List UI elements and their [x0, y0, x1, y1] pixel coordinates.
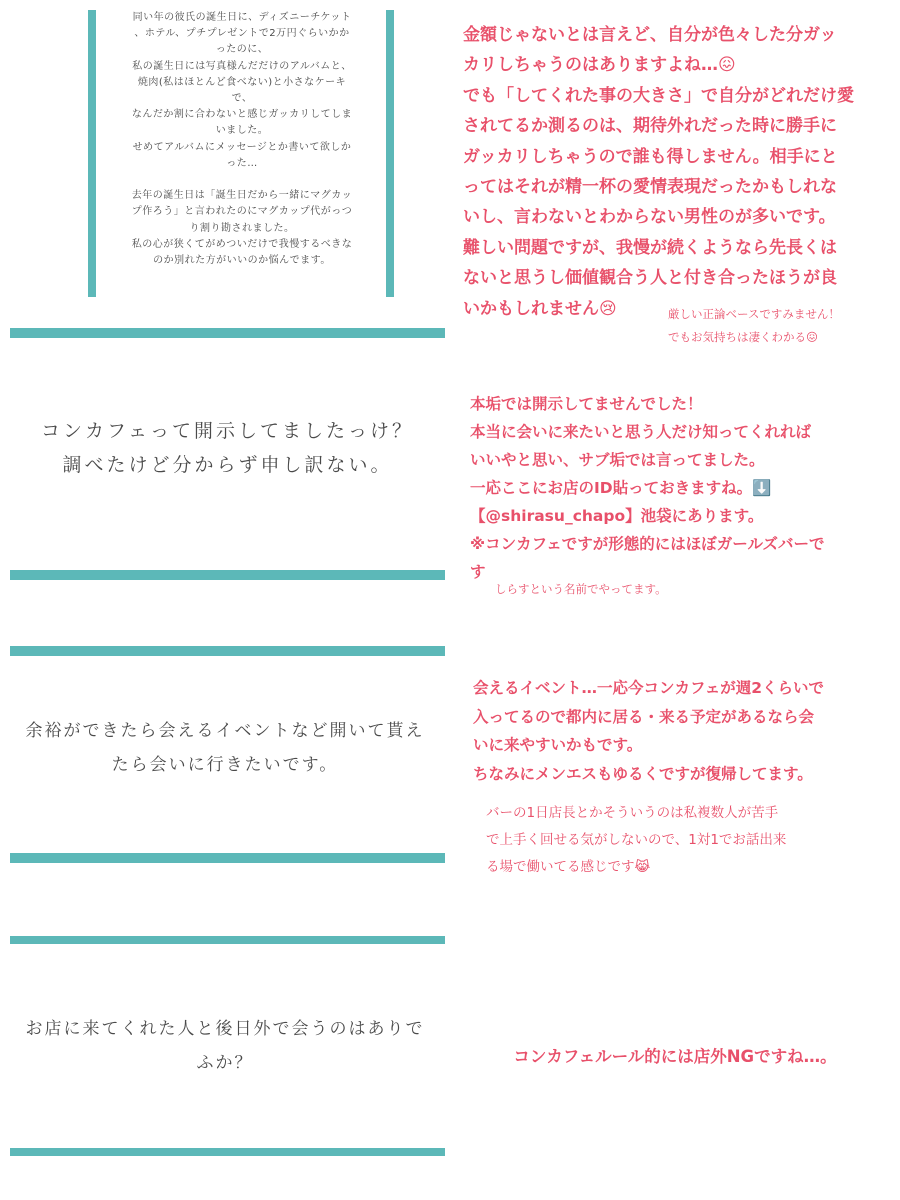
question-4-text: お店に来てくれた人と後日外で会うのはありで ふか？ — [25, 1019, 425, 1073]
frame-right-bar — [386, 10, 394, 297]
answer-2-text: 本垢では開示してませんでした！ 本当に会いに来たいと思う人だけ知ってくれれば いいやと思い、サブ垢では言ってました。 一応ここにお店のID貼っておきますね。⬇️ 【@shirasu_chapo】池袋にあります。 ※コンカフェですが形態的にはほぼガールズバーで す — [470, 395, 825, 581]
divider-6 — [10, 1148, 445, 1156]
answer-4-text: コンカフェルール的には店外NGですね…。 — [513, 1047, 837, 1066]
divider-2 — [10, 570, 445, 580]
answer-1-text: 金額じゃないとは言えど、自分が色々した分ガッ カリしちゃうのはありますよね…😖 でも「してくれた事の大きさ」で自分がどれだけ愛 されてるか測るのは、期待外れだった時に勝手に ガッカリしちゃうので誰も得しません。相手にと ってはそれが精一杯の愛情表現だったかもしれな いし、言わないとわからない男性のが多いです。 難しい問題ですが、我慢が続くようなら先長くは ないと思うし価値観合う人と付き合ったほうが良 いかもしれません😢 — [463, 25, 854, 319]
answer-1-note: 厳しい正論ベースですみません！ でもお気持ちは凄くわかる😖 — [668, 307, 840, 344]
frame-left-bar — [88, 10, 96, 297]
question-1-text: 同い年の彼氏の誕生日に、ディズニーチケット 、ホテル、プチプレゼントで2万円ぐらいかか ったのに、 私の誕生日には写真様んだだけのアルバムと、 焼肉(私はほとんど食べない)と小さなケーキ で、 なんだか割に合わないと感じガッカリしてしま いました。 せめてアルバムにメッセージとか書いて欲しか った… 去年の誕生日は「誕生日だから一緒にマグカッ プ作ろう」と言われたのにマグカップ代がっつ り割り勘されました。 私の心が狭くてがめついだけで我慢するべきな のか別れた方がいいのか悩んでます。 — [131, 12, 353, 267]
divider-1 — [10, 328, 445, 338]
divider-4 — [10, 853, 445, 863]
answer-3-note: バーの1日店長とかそういうのは私複数人が苦手 で上手く回せる気がしないので、1対1でお話出来 る場で働いてる感じです😹 — [486, 805, 787, 875]
question-2-text: コンカフェって開示してましたっけ？ 調べたけど分からず申し訳ない。 — [40, 420, 415, 476]
question-3-text: 余裕ができたら会えるイベントなど開いて貰え たら会いに行きたいです。 — [25, 721, 425, 775]
divider-5 — [10, 936, 445, 944]
answer-2-note: しらすという名前でやってます。 — [495, 582, 667, 596]
answer-3-text: 会えるイベント…一応今コンカフェが週2くらいで 入ってるので都内に居る・来る予定があるなら会 いに来やすいかもです。 ちなみにメンエスもゆるくですが復帰してます。 — [473, 679, 825, 783]
divider-3 — [10, 646, 445, 656]
